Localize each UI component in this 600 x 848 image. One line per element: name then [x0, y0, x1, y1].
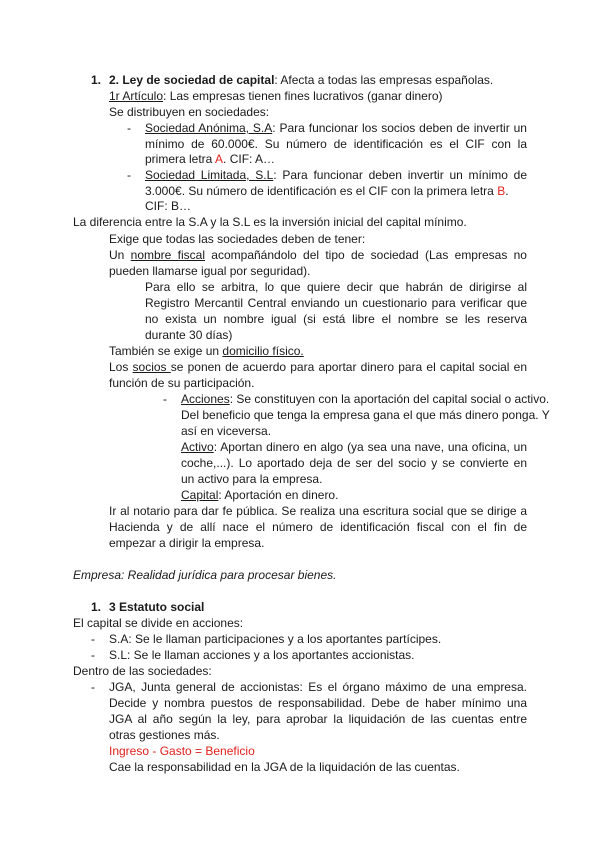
section-intro: : Afecta a todas las empresas españolas. [274, 73, 494, 87]
acciones-label: Acciones [181, 392, 230, 406]
arbitra-line1: Para ello se arbitra, lo que quiere decir que habrán de dirigirse al [145, 280, 527, 294]
dash-bullet: - [127, 168, 131, 182]
nombre-fiscal-label: nombre fiscal [130, 248, 205, 262]
socios-line1 [109, 360, 527, 375]
sl-paragraph-line1 [145, 168, 527, 183]
section-title: 2. Ley de sociedad de capital [109, 73, 275, 87]
jga-line4: otras gestiones más. [109, 728, 220, 742]
sa-acciones-line: S.A: Se le llaman participaciones y a los aportantes partícipes. [109, 632, 442, 646]
sl-text: 3.000€. Su número de identificación es el CIF con la primera letra [145, 184, 498, 198]
sl-paragraph-line2 [145, 184, 509, 199]
acciones-line1 [181, 392, 550, 407]
activo-label: Activo [181, 440, 214, 454]
notario-line2: Hacienda y de allí nace el número de identificación fiscal con el fin de [109, 520, 527, 534]
notario-line3: empezar a dirigir la empresa. [109, 536, 265, 550]
jga-line1: JGA, Junta general de accionistas: Es el órgano máximo de una empresa. [109, 680, 527, 694]
dash-bullet: - [127, 121, 131, 135]
difference-line: La diferencia entre la S.A y la S.L es la inversión inicial del capital mínimo. [73, 215, 467, 229]
capital-label: Capital [181, 488, 219, 502]
sa-text: . CIF: A… [223, 152, 276, 166]
domicilio-line [109, 344, 304, 359]
sa-letter: A [215, 152, 224, 166]
nf-text: Un [109, 248, 131, 262]
sl-acciones-line: S.L: Se le llaman acciones y a los aportantes accionistas. [109, 648, 415, 662]
activo-line1 [181, 440, 527, 455]
notario-line1: Ir al notario para dar fe pública. Se realiza una escritura social que se dirige a [109, 504, 527, 518]
section-title-estatuto-social: 3 Estatuto social [109, 600, 205, 614]
sl-text: : Para funcionar deben invertir un mínimo de [273, 168, 528, 182]
sa-paragraph-line2: mínimo de 60.000€. Su número de identificación es el CIF con la [145, 137, 527, 151]
cap-text: : Aportación en dinero. [218, 488, 339, 502]
section-number: 1. [91, 600, 102, 614]
jga-line3: JGA al año según la ley, para aprobar la liquidación de las cuentas entre [109, 712, 527, 726]
require-line: Exige que todas las sociedades deben de tener: [109, 232, 366, 246]
sl-label: Sociedad Limitada, S.L [145, 168, 274, 182]
sa-text: : Para funcionar los socios deben de invertir un [272, 121, 527, 135]
section-heading-ley-sociedad-capital [109, 73, 493, 88]
article-line [109, 89, 443, 104]
acc-text: : Se constituyen con la aportación del capital social o activo. [229, 392, 550, 406]
section-number: 1. [91, 73, 102, 87]
distribute-line: Se distribuyen en sociedades: [109, 105, 270, 119]
nf-text: acompañándolo del tipo de sociedad (Las empresas no [205, 248, 527, 262]
nombre-fiscal-line2: pueden llamarse igual por seguridad). [109, 264, 311, 278]
sl-text: . [505, 184, 509, 198]
arbitra-line2: Registro Mercantil Central enviando un cuestionario para verificar que [145, 296, 527, 310]
activo-line3: un activo para la empresa. [181, 472, 323, 486]
domicilio-label: domicilio físico. [222, 344, 304, 358]
dom-text: También se exige un [109, 344, 223, 358]
sa-text: primera letra [145, 152, 216, 166]
empresa-definition: Empresa: Realidad jurídica para procesar bienes. [73, 568, 337, 582]
acciones-line3: así en viceversa. [181, 424, 272, 438]
arbitra-line4: durante 30 días) [145, 328, 233, 342]
socios-label: socios [132, 360, 171, 374]
jga-line2: Decide y nombra puestos de responsabilidad. Debe de haber mínimo una [109, 696, 527, 710]
dash-bullet: - [163, 392, 167, 406]
sa-paragraph-line1 [145, 121, 527, 136]
article-label: 1r Artículo [109, 89, 164, 103]
capital-line [181, 488, 338, 503]
sa-label: Sociedad Anónima, S.A [145, 121, 273, 135]
article-text: : Las empresas tienen fines lucrativos (ganar dinero) [163, 89, 443, 103]
sa-paragraph-line3 [145, 152, 275, 167]
dash-bullet: - [91, 680, 95, 694]
socios-line2: función de su participación. [109, 376, 255, 390]
beneficio-formula: Ingreso - Gasto = Beneficio [109, 744, 255, 758]
capital-divide-line: El capital se divide en acciones: [73, 616, 244, 630]
arbitra-line3: no exista un nombre igual (si está libre el nombre se les reserva [145, 312, 527, 326]
dash-bullet: - [91, 632, 95, 646]
activo-line2: coche,...). Lo aportado deja de ser del socio y se convierte en [181, 456, 527, 470]
responsabilidad-line: Cae la responsabilidad en la JGA de la liquidación de las cuentas. [109, 760, 460, 774]
sl-letter: B [497, 184, 506, 198]
dentro-line: Dentro de las sociedades: [73, 664, 212, 678]
acciones-line2: Del beneficio que tenga la empresa gana el que más dinero ponga. Y [181, 408, 550, 422]
nombre-fiscal-line1 [109, 248, 527, 263]
sl-paragraph-line3: CIF: B… [145, 199, 192, 213]
dash-bullet: - [91, 648, 95, 662]
soc-text: Los [109, 360, 133, 374]
act-text: : Aportan dinero en algo (ya sea una nave, una oficina, un [213, 440, 527, 454]
soc-text: se ponen de acuerdo para aportar dinero para el capital social en [170, 360, 527, 374]
